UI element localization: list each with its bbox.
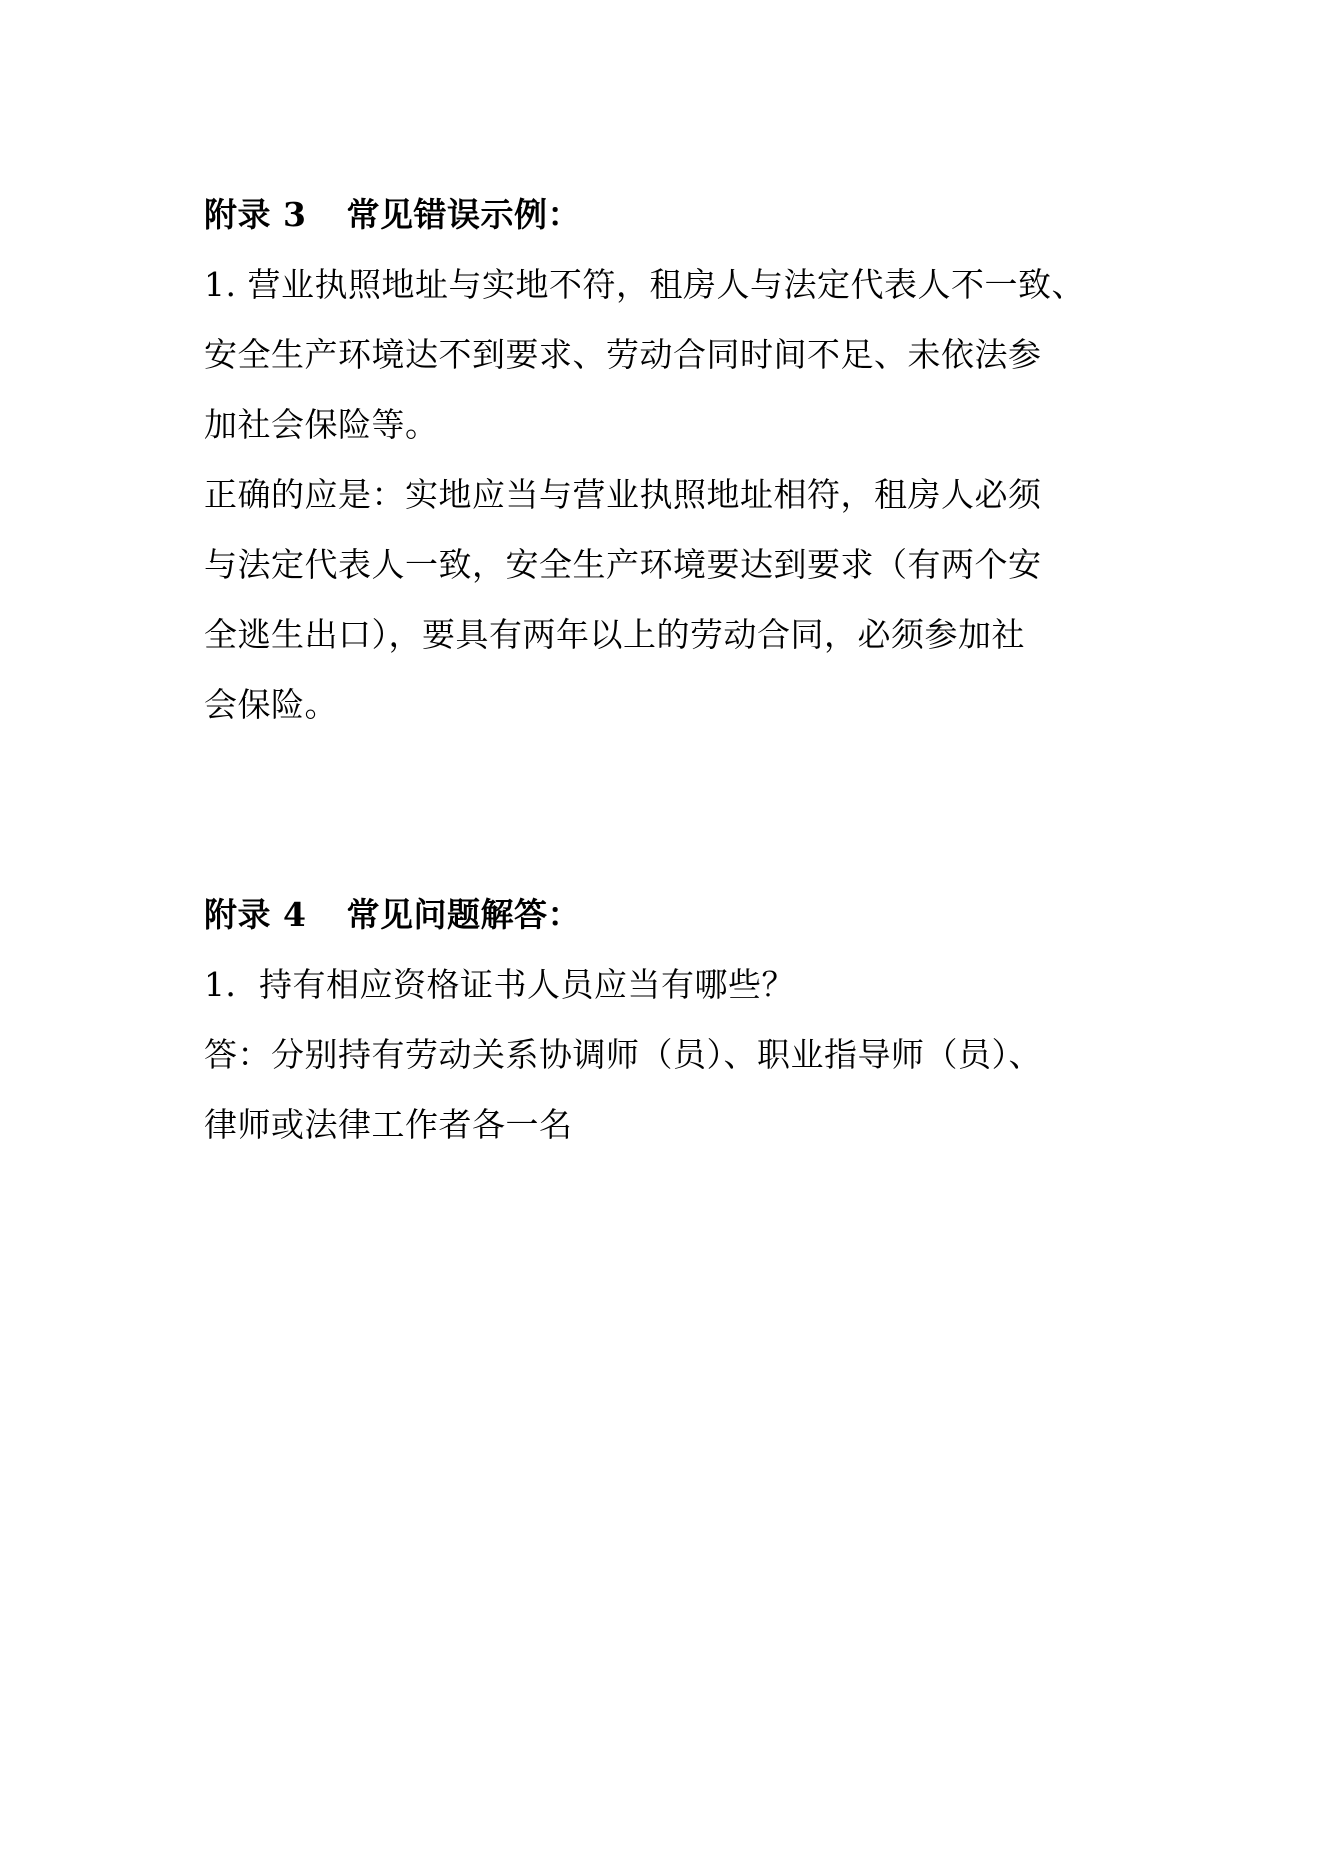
appendix-4-line-1: 1．持有相应资格证书人员应当有哪些？ <box>204 965 795 1004</box>
appendix-3-line-2: 安全生产环境达不到要求、劳动合同时间不足、未依法参 <box>204 335 1042 374</box>
appendix-3-number: 附录 3 <box>204 195 307 234</box>
appendix-3-heading <box>204 180 1124 250</box>
appendix-3-line-1: 1. 营业执照地址与实地不符，租房人与法定代表人不一致、 <box>204 265 1085 304</box>
appendix-4-number: 附录 4 <box>204 895 307 934</box>
appendix-4-line-2: 答：分别持有劳动关系协调师（员）、职业指导师（员）、 <box>204 1035 1042 1074</box>
appendix-4-section <box>204 880 1124 1160</box>
appendix-3-section <box>204 180 1124 740</box>
appendix-3-line-7: 会保险。 <box>204 685 338 724</box>
appendix-4-heading <box>204 880 1124 950</box>
appendix-4-line-3: 律师或法律工作者各一名 <box>204 1105 573 1144</box>
appendix-4-title: 常见问题解答： <box>346 895 581 934</box>
appendix-3-title: 常见错误示例： <box>346 195 581 234</box>
appendix-3-line-6: 全逃生出口），要具有两年以上的劳动合同，必须参加社 <box>204 615 1025 654</box>
appendix-3-line-4: 正确的应是：实地应当与营业执照地址相符，租房人必须 <box>204 475 1042 514</box>
appendix-3-line-5: 与法定代表人一致，安全生产环境要达到要求（有两个安 <box>204 545 1042 584</box>
appendix-3-line-3: 加社会保险等。 <box>204 405 439 444</box>
